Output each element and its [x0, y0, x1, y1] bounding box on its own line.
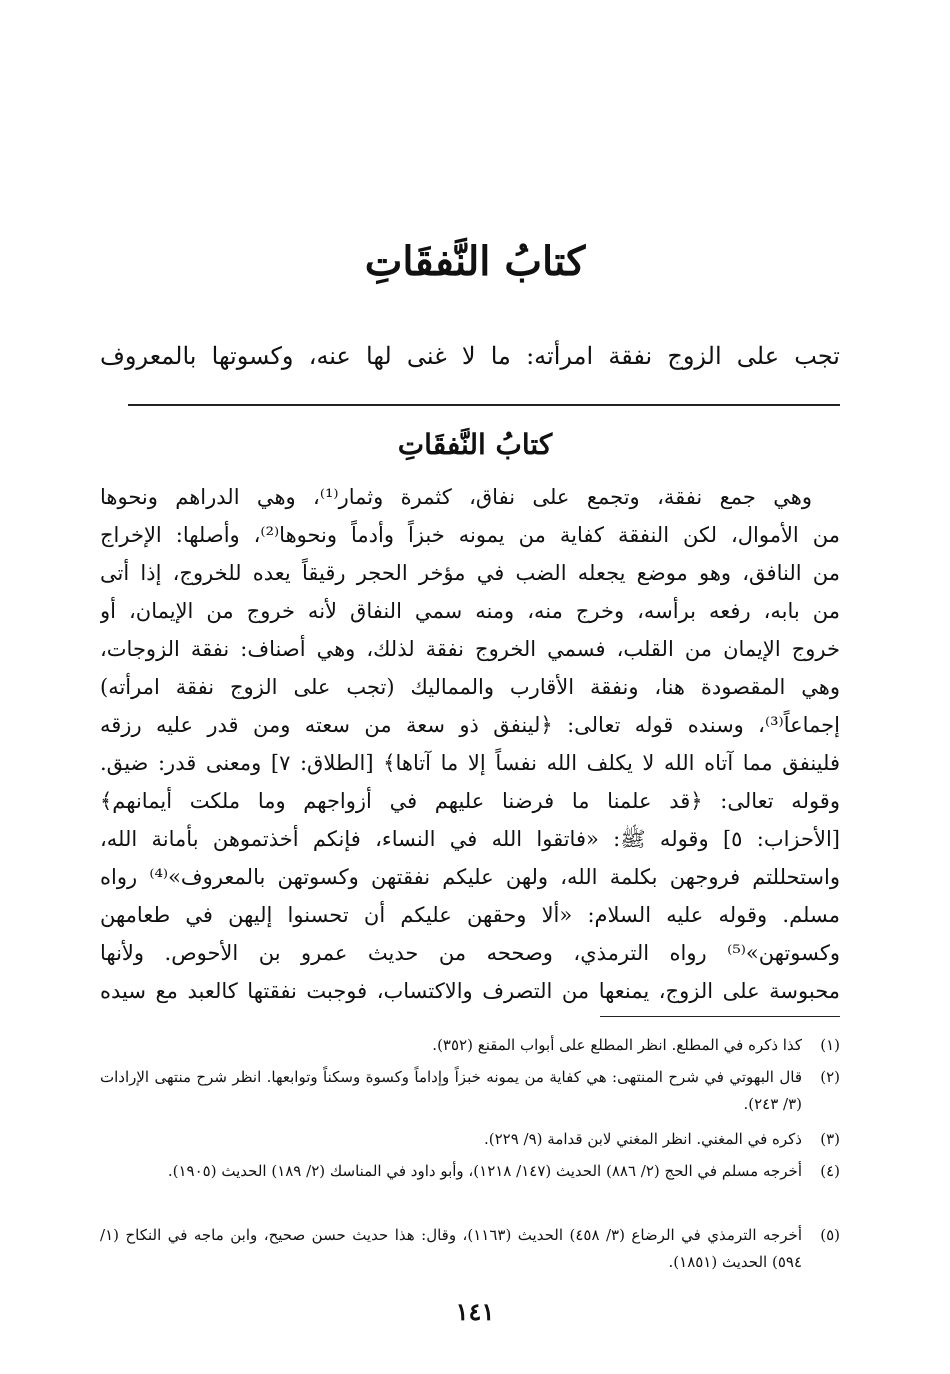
body-line: وهي جمع نفقة، وتجمع على نفاق، كثمرة وثمار⁽¹⁾، وهي الدراهم ونحوها [100, 485, 813, 509]
body-line: وكسوتهن»⁽⁵⁾ رواه الترمذي، وصححه من حديث عمرو بن الأحوص. ولأنها [100, 941, 840, 965]
footnote-text: قال البهوتي في شرح المنتهى: هي كفاية من يمونه خبزاً وإداماً وكسوة وسكناً وتوابعها. انظر شرح منتهى الإرادات (٣/ ٢٤٣). [100, 1068, 802, 1113]
matn-text: تجب على الزوج نفقة امرأته: ما لا غنى لها عنه، وكسوتها بالمعروف [100, 342, 840, 370]
footnote-text: أخرجه الترمذي في الرضاع (٣/ ٤٥٨) الحديث (١١٦٣)، وقال: هذا حديث حسن صحيح، وابن ماجه في النكاح (١/ ٥٩٤) الحديث (١٨٥١). [100, 1226, 802, 1271]
commentary-title: كتابُ النَّفقَاتِ [397, 428, 553, 461]
section-divider [128, 404, 840, 406]
body-line: فلينفق مما آتاه الله لا يكلف الله نفساً إلا ما آتاها﴾ [الطلاق: ٧] ومعنى قدر: ضيق. [100, 751, 840, 775]
body-line: إجماعاً⁽³⁾، وسنده قوله تعالى: ﴿لينفق ذو سعة من سعته ومن قدر عليه رزقه [100, 713, 840, 737]
body-line: واستحللتم فروجهن بكلمة الله، ولهن عليكم نفقتهن وكسوتهن بالمعروف»⁽⁴⁾ رواه [100, 865, 840, 889]
page-number: ١٤١ [455, 1297, 495, 1326]
footnote [100, 1064, 840, 1118]
body-line: مسلم. وقوله عليه السلام: «ألا وحقهن عليكم أن تحسنوا إليهن في طعامهن [100, 903, 840, 927]
footnote-number: (٥) [820, 1226, 840, 1244]
chapter-title: كتابُ النَّفقَاتِ [364, 238, 586, 285]
body-line: وقوله تعالى: ﴿قد علمنا ما فرضنا عليهم في أزواجهم وما ملكت أيمانهم﴾ [100, 789, 840, 813]
footnote-text: ذكره في المغني. انظر المغني لابن قدامة (٩/ ٢٢٩). [483, 1130, 802, 1148]
footnote [100, 1126, 840, 1153]
footnote-divider [600, 1016, 840, 1017]
footnote-number: (٤) [820, 1162, 840, 1180]
footnote-number: (٣) [820, 1130, 840, 1148]
body-line: من النافق، وهو موضع يجعله الضب في مؤخر الحجر رقيقاً يعده للخروج، إذا أتى [100, 561, 840, 585]
footnote [100, 1222, 840, 1276]
footnote-number: (٢) [820, 1068, 840, 1086]
body-line: خروج الإيمان من القلب، فسمي الخروج نفقة لذلك، وهي أصناف: نفقة الزوجات، [100, 637, 840, 661]
footnote [100, 1158, 840, 1185]
footnote-number: (١) [820, 1036, 840, 1054]
body-line: وهي المقصودة هنا، ونفقة الأقارب والمماليك (تجب على الزوج نفقة امرأته) [100, 675, 840, 699]
footnote-text: أخرجه مسلم في الحج (٢/ ٨٨٦) الحديث (١٤٧/ ١٢١٨)، وأبو داود في المناسك (٢/ ١٨٩) الحديث (١٩٠٥). [167, 1162, 802, 1180]
footnote-text: كذا ذكره في المطلع. انظر المطلع على أبواب المقنع (٣٥٢). [432, 1036, 802, 1054]
footnote [100, 1032, 840, 1059]
body-line: من بابه، رفعه برأسه، وخرج منه، ومنه سمي النفاق لأنه خروج من الإيمان، أو [100, 599, 840, 623]
body-line: محبوسة على الزوج، يمنعها من التصرف والاكتساب، فوجبت نفقتها كالعبد مع سيده [100, 979, 840, 1003]
body-line: من الأموال، لكن النفقة كفاية من يمونه خبزاً وأدماً ونحوها⁽²⁾، وأصلها: الإخراج [100, 523, 840, 547]
body-line: [الأحزاب: ٥] وقوله ﷺ: «فاتقوا الله في النساء، فإنكم أخذتموهن بأمانة الله، [100, 827, 840, 851]
